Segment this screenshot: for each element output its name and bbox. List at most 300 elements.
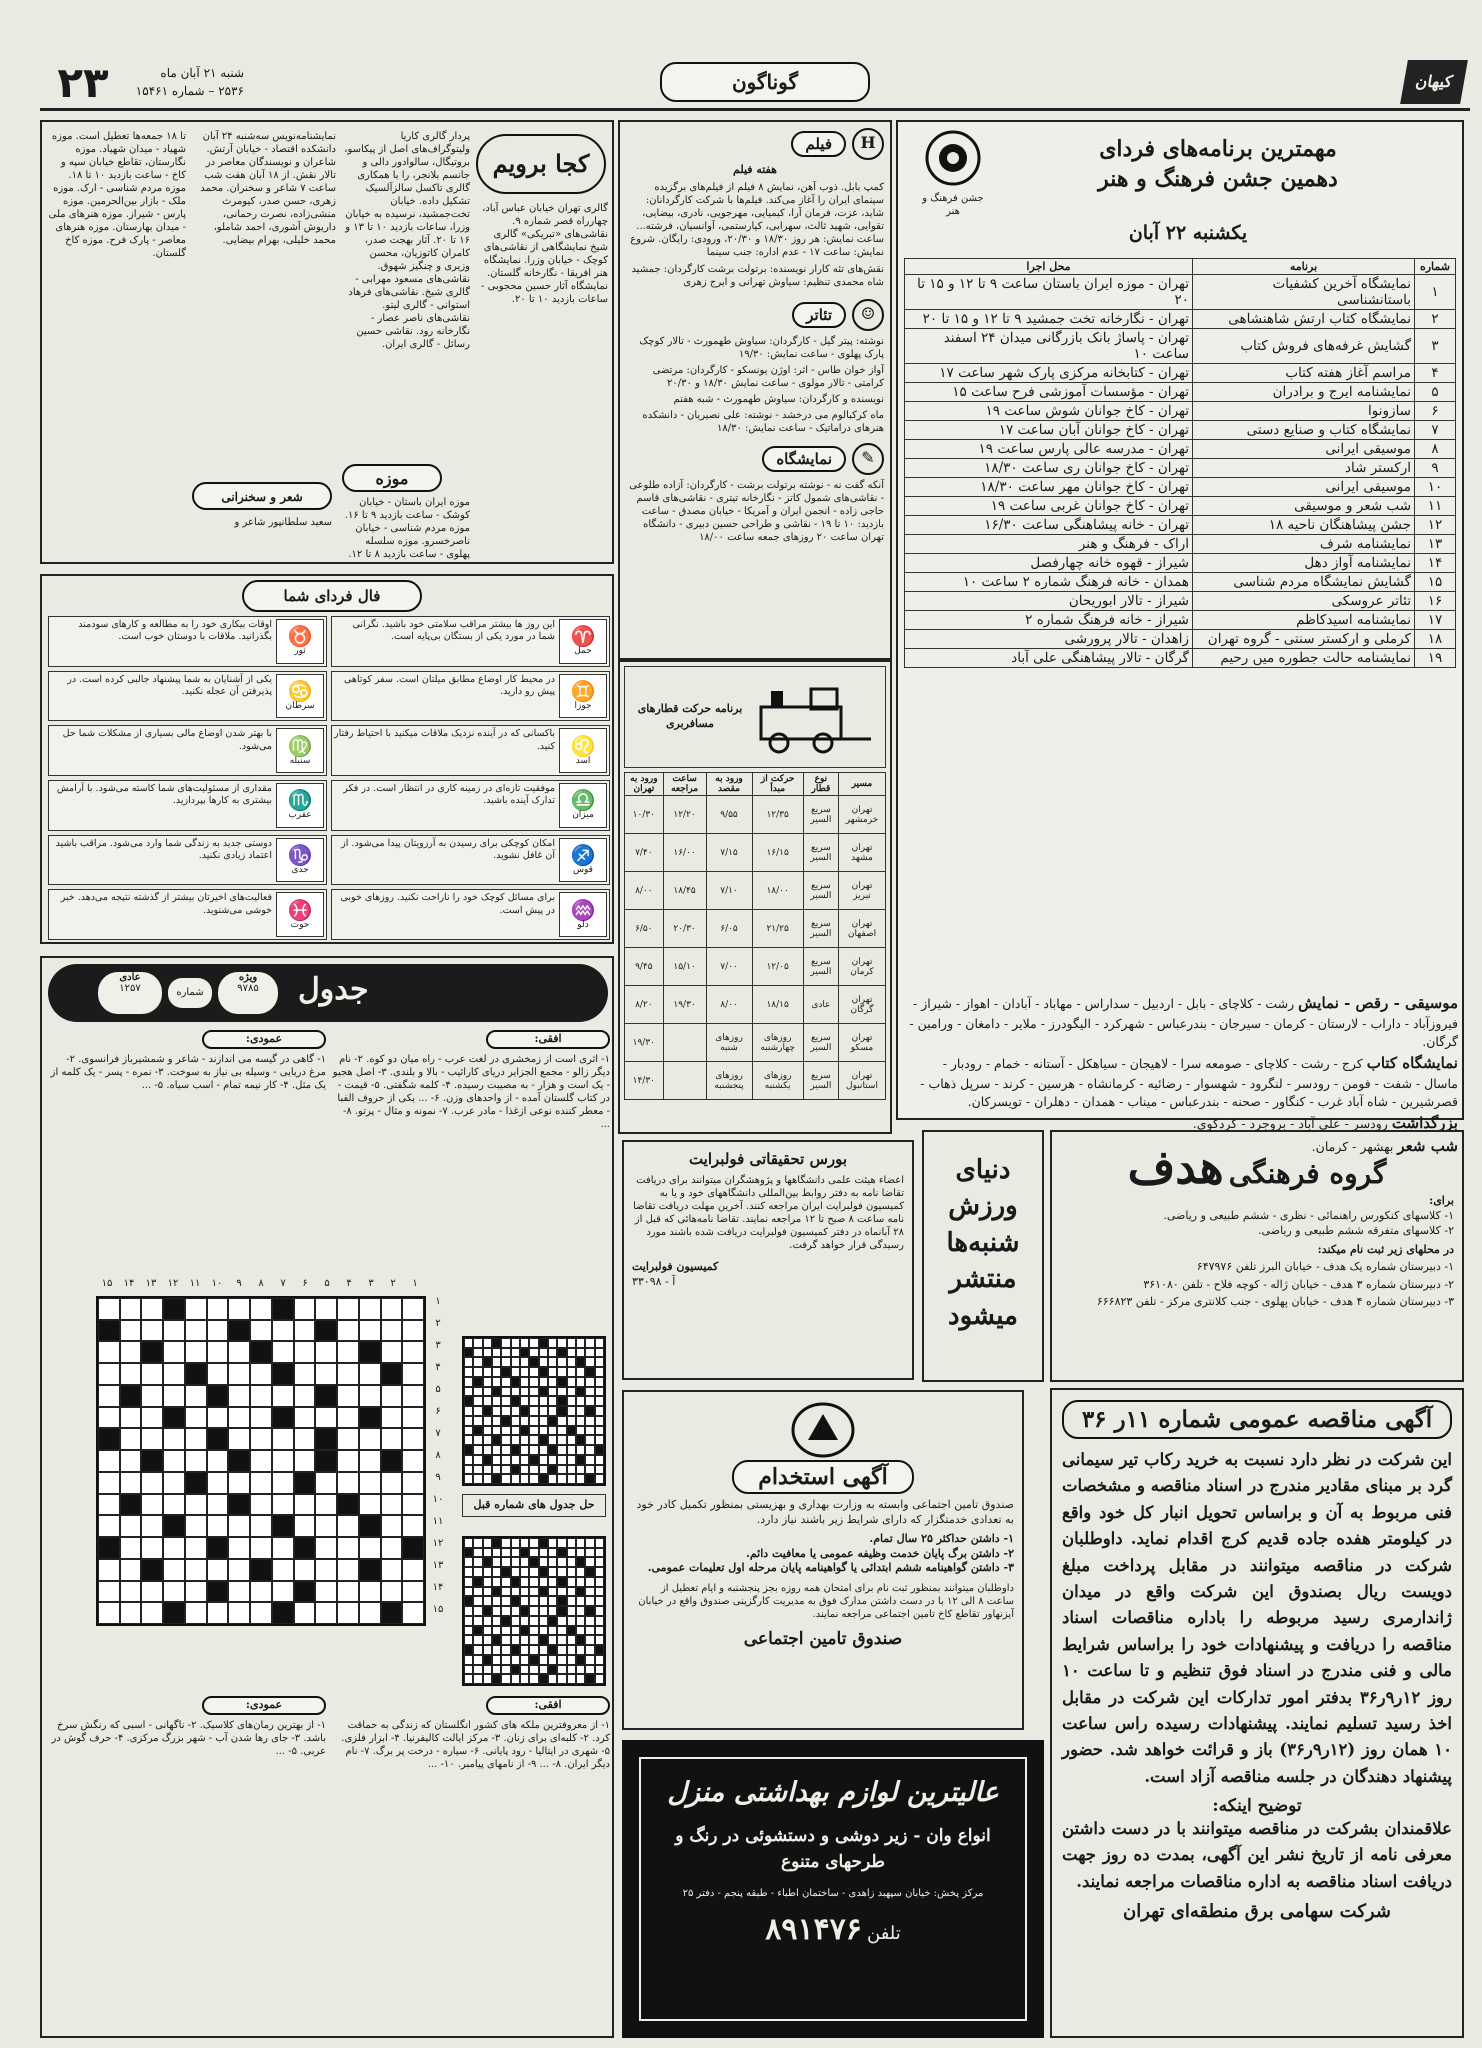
solution-cell[interactable] — [511, 1587, 520, 1597]
solution-cell[interactable] — [539, 1445, 548, 1455]
crossword-cell[interactable] — [98, 1494, 120, 1516]
crossword-cell[interactable] — [337, 1320, 359, 1342]
crossword-cell[interactable] — [185, 1515, 207, 1537]
crossword-cell[interactable] — [381, 1581, 403, 1603]
solution-cell[interactable] — [501, 1445, 510, 1455]
solution-cell[interactable] — [529, 1426, 538, 1436]
solution-cell[interactable] — [557, 1538, 566, 1548]
solution-cell[interactable] — [511, 1387, 520, 1397]
solution-cell[interactable] — [483, 1635, 492, 1645]
crossword-cell[interactable] — [359, 1494, 381, 1516]
crossword-cell[interactable] — [315, 1537, 337, 1559]
solution-cell[interactable] — [595, 1616, 604, 1626]
solution-cell[interactable] — [576, 1548, 585, 1558]
solution-cell[interactable] — [529, 1474, 538, 1484]
solution-cell[interactable] — [529, 1567, 538, 1577]
solution-cell[interactable] — [539, 1426, 548, 1436]
solution-cell[interactable] — [473, 1655, 482, 1665]
crossword-cell[interactable] — [207, 1515, 229, 1537]
solution-cell[interactable] — [473, 1465, 482, 1475]
solution-cell[interactable] — [464, 1538, 473, 1548]
solution-cell[interactable] — [595, 1416, 604, 1426]
crossword-cell[interactable] — [120, 1363, 142, 1385]
solution-cell[interactable] — [511, 1416, 520, 1426]
solution-cell[interactable] — [473, 1674, 482, 1684]
solution-cell[interactable] — [520, 1367, 529, 1377]
solution-cell[interactable] — [501, 1587, 510, 1597]
crossword-cell[interactable] — [250, 1363, 272, 1385]
solution-cell[interactable] — [483, 1596, 492, 1606]
crossword-cell[interactable] — [141, 1581, 163, 1603]
solution-cell[interactable] — [557, 1338, 566, 1348]
solution-cell[interactable] — [567, 1567, 576, 1577]
crossword-cell[interactable] — [402, 1407, 424, 1429]
solution-cell[interactable] — [483, 1396, 492, 1406]
crossword-cell[interactable] — [163, 1363, 185, 1385]
crossword-cell[interactable] — [120, 1298, 142, 1320]
crossword-cell[interactable] — [272, 1428, 294, 1450]
solution-cell[interactable] — [520, 1577, 529, 1587]
solution-cell[interactable] — [483, 1567, 492, 1577]
solution-cell[interactable] — [501, 1655, 510, 1665]
crossword-cell[interactable] — [272, 1320, 294, 1342]
solution-cell[interactable] — [567, 1377, 576, 1387]
solution-cell[interactable] — [473, 1474, 482, 1484]
solution-cell[interactable] — [585, 1596, 594, 1606]
crossword-cell[interactable] — [402, 1581, 424, 1603]
crossword-cell[interactable] — [250, 1407, 272, 1429]
solution-cell[interactable] — [548, 1435, 557, 1445]
solution-cell[interactable] — [567, 1616, 576, 1626]
solution-cell[interactable] — [464, 1357, 473, 1367]
solution-cell[interactable] — [520, 1455, 529, 1465]
solution-cell[interactable] — [483, 1377, 492, 1387]
solution-cell[interactable] — [548, 1357, 557, 1367]
crossword-cell[interactable] — [359, 1581, 381, 1603]
crossword-cell[interactable] — [315, 1472, 337, 1494]
solution-cell[interactable] — [595, 1538, 604, 1548]
solution-cell[interactable] — [548, 1474, 557, 1484]
crossword-cell[interactable] — [359, 1428, 381, 1450]
solution-cell[interactable] — [529, 1387, 538, 1397]
crossword-cell[interactable] — [207, 1298, 229, 1320]
solution-cell[interactable] — [511, 1435, 520, 1445]
solution-cell[interactable] — [548, 1577, 557, 1587]
solution-cell[interactable] — [595, 1474, 604, 1484]
solution-cell[interactable] — [501, 1426, 510, 1436]
solution-cell[interactable] — [511, 1357, 520, 1367]
solution-cell[interactable] — [567, 1587, 576, 1597]
solution-cell[interactable] — [473, 1557, 482, 1567]
solution-cell[interactable] — [501, 1645, 510, 1655]
solution-cell[interactable] — [483, 1465, 492, 1475]
solution-cell[interactable] — [548, 1377, 557, 1387]
crossword-cell[interactable] — [141, 1494, 163, 1516]
solution-cell[interactable] — [511, 1474, 520, 1484]
solution-cell[interactable] — [492, 1567, 501, 1577]
solution-cell[interactable] — [511, 1367, 520, 1377]
solution-cell[interactable] — [548, 1367, 557, 1377]
crossword-cell[interactable] — [315, 1494, 337, 1516]
solution-cell[interactable] — [585, 1645, 594, 1655]
solution-cell[interactable] — [576, 1338, 585, 1348]
solution-cell[interactable] — [473, 1538, 482, 1548]
crossword-cell[interactable] — [337, 1602, 359, 1624]
crossword-cell[interactable] — [250, 1581, 272, 1603]
crossword-cell[interactable] — [250, 1494, 272, 1516]
solution-cell[interactable] — [585, 1626, 594, 1636]
crossword-cell[interactable] — [141, 1428, 163, 1450]
solution-cell[interactable] — [511, 1616, 520, 1626]
crossword-cell[interactable] — [381, 1494, 403, 1516]
solution-cell[interactable] — [557, 1416, 566, 1426]
solution-cell[interactable] — [567, 1645, 576, 1655]
solution-cell[interactable] — [464, 1557, 473, 1567]
solution-cell[interactable] — [511, 1655, 520, 1665]
solution-cell[interactable] — [585, 1548, 594, 1558]
solution-cell[interactable] — [520, 1377, 529, 1387]
crossword-cell[interactable] — [141, 1537, 163, 1559]
solution-cell[interactable] — [473, 1567, 482, 1577]
solution-cell[interactable] — [464, 1587, 473, 1597]
solution-cell[interactable] — [529, 1577, 538, 1587]
solution-cell[interactable] — [539, 1455, 548, 1465]
solution-cell[interactable] — [520, 1357, 529, 1367]
solution-cell[interactable] — [595, 1396, 604, 1406]
solution-cell[interactable] — [595, 1665, 604, 1675]
crossword-cell[interactable] — [337, 1515, 359, 1537]
crossword-cell[interactable] — [185, 1428, 207, 1450]
solution-cell[interactable] — [529, 1626, 538, 1636]
solution-cell[interactable] — [520, 1665, 529, 1675]
solution-cell[interactable] — [539, 1655, 548, 1665]
solution-cell[interactable] — [529, 1606, 538, 1616]
solution-cell[interactable] — [576, 1577, 585, 1587]
solution-cell[interactable] — [585, 1655, 594, 1665]
crossword-cell[interactable] — [381, 1407, 403, 1429]
crossword-cell[interactable] — [250, 1472, 272, 1494]
solution-cell[interactable] — [595, 1577, 604, 1587]
solution-cell[interactable] — [501, 1674, 510, 1684]
crossword-cell[interactable] — [402, 1341, 424, 1363]
solution-cell[interactable] — [548, 1567, 557, 1577]
crossword-cell[interactable] — [402, 1363, 424, 1385]
crossword-cell[interactable] — [381, 1298, 403, 1320]
crossword-cell[interactable] — [315, 1559, 337, 1581]
solution-cell[interactable] — [557, 1616, 566, 1626]
solution-cell[interactable] — [473, 1635, 482, 1645]
solution-cell[interactable] — [567, 1367, 576, 1377]
solution-cell[interactable] — [557, 1587, 566, 1597]
crossword-cell[interactable] — [315, 1298, 337, 1320]
crossword-cell[interactable] — [185, 1559, 207, 1581]
solution-cell[interactable] — [567, 1455, 576, 1465]
solution-cell[interactable] — [520, 1655, 529, 1665]
solution-cell[interactable] — [483, 1665, 492, 1675]
solution-cell[interactable] — [473, 1606, 482, 1616]
crossword-cell[interactable] — [381, 1320, 403, 1342]
crossword-cell[interactable] — [120, 1537, 142, 1559]
solution-cell[interactable] — [473, 1396, 482, 1406]
solution-cell[interactable] — [473, 1645, 482, 1655]
solution-cell[interactable] — [595, 1367, 604, 1377]
solution-cell[interactable] — [595, 1377, 604, 1387]
crossword-cell[interactable] — [185, 1298, 207, 1320]
crossword-cell[interactable] — [98, 1559, 120, 1581]
crossword-cell[interactable] — [98, 1407, 120, 1429]
crossword-cell[interactable] — [272, 1341, 294, 1363]
crossword-cell[interactable] — [228, 1298, 250, 1320]
solution-cell[interactable] — [501, 1474, 510, 1484]
crossword-cell[interactable] — [98, 1363, 120, 1385]
crossword-cell[interactable] — [250, 1428, 272, 1450]
crossword-cell[interactable] — [98, 1341, 120, 1363]
crossword-cell[interactable] — [228, 1428, 250, 1450]
crossword-cell[interactable] — [381, 1428, 403, 1450]
solution-cell[interactable] — [539, 1645, 548, 1655]
solution-cell[interactable] — [492, 1548, 501, 1558]
solution-cell[interactable] — [483, 1387, 492, 1397]
solution-cell[interactable] — [539, 1377, 548, 1387]
solution-cell[interactable] — [585, 1557, 594, 1567]
solution-cell[interactable] — [576, 1596, 585, 1606]
crossword-cell[interactable] — [272, 1385, 294, 1407]
solution-cell[interactable] — [511, 1557, 520, 1567]
crossword-cell[interactable] — [250, 1298, 272, 1320]
solution-cell[interactable] — [567, 1606, 576, 1616]
solution-cell[interactable] — [585, 1426, 594, 1436]
crossword-cell[interactable] — [294, 1341, 316, 1363]
crossword-cell[interactable] — [381, 1341, 403, 1363]
solution-cell[interactable] — [585, 1396, 594, 1406]
crossword-cell[interactable] — [402, 1472, 424, 1494]
solution-cell[interactable] — [529, 1635, 538, 1645]
crossword-cell[interactable] — [120, 1450, 142, 1472]
solution-cell[interactable] — [492, 1626, 501, 1636]
solution-cell[interactable] — [529, 1645, 538, 1655]
solution-cell[interactable] — [464, 1435, 473, 1445]
solution-cell[interactable] — [520, 1596, 529, 1606]
crossword-cell[interactable] — [120, 1602, 142, 1624]
solution-cell[interactable] — [557, 1387, 566, 1397]
crossword-cell[interactable] — [381, 1537, 403, 1559]
crossword-cell[interactable] — [337, 1428, 359, 1450]
solution-cell[interactable] — [501, 1357, 510, 1367]
crossword-cell[interactable] — [402, 1559, 424, 1581]
solution-cell[interactable] — [464, 1635, 473, 1645]
solution-cell[interactable] — [473, 1665, 482, 1675]
solution-cell[interactable] — [548, 1455, 557, 1465]
crossword-cell[interactable] — [294, 1559, 316, 1581]
solution-cell[interactable] — [501, 1626, 510, 1636]
solution-cell[interactable] — [539, 1406, 548, 1416]
solution-cell[interactable] — [464, 1567, 473, 1577]
crossword-cell[interactable] — [250, 1385, 272, 1407]
crossword-cell[interactable] — [250, 1537, 272, 1559]
crossword-cell[interactable] — [185, 1494, 207, 1516]
solution-cell[interactable] — [501, 1635, 510, 1645]
solution-cell[interactable] — [595, 1567, 604, 1577]
solution-cell[interactable] — [576, 1396, 585, 1406]
crossword-cell[interactable] — [228, 1407, 250, 1429]
solution-cell[interactable] — [548, 1596, 557, 1606]
crossword-cell[interactable] — [250, 1602, 272, 1624]
solution-cell[interactable] — [557, 1445, 566, 1455]
solution-cell[interactable] — [585, 1357, 594, 1367]
crossword-cell[interactable] — [272, 1537, 294, 1559]
solution-cell[interactable] — [464, 1377, 473, 1387]
solution-cell[interactable] — [520, 1465, 529, 1475]
solution-cell[interactable] — [492, 1406, 501, 1416]
crossword-cell[interactable] — [141, 1385, 163, 1407]
solution-cell[interactable] — [492, 1616, 501, 1626]
solution-cell[interactable] — [464, 1367, 473, 1377]
solution-cell[interactable] — [539, 1416, 548, 1426]
solution-cell[interactable] — [501, 1406, 510, 1416]
crossword-cell[interactable] — [98, 1450, 120, 1472]
solution-cell[interactable] — [529, 1674, 538, 1684]
solution-cell[interactable] — [585, 1387, 594, 1397]
crossword-cell[interactable] — [163, 1428, 185, 1450]
solution-cell[interactable] — [492, 1445, 501, 1455]
solution-cell[interactable] — [585, 1577, 594, 1587]
solution-cell[interactable] — [511, 1606, 520, 1616]
crossword-cell[interactable] — [163, 1450, 185, 1472]
solution-cell[interactable] — [585, 1465, 594, 1475]
solution-cell[interactable] — [595, 1674, 604, 1684]
solution-cell[interactable] — [539, 1606, 548, 1616]
solution-cell[interactable] — [557, 1665, 566, 1675]
solution-cell[interactable] — [548, 1348, 557, 1358]
crossword-cell[interactable] — [98, 1472, 120, 1494]
crossword-cell[interactable] — [163, 1581, 185, 1603]
crossword-cell[interactable] — [163, 1494, 185, 1516]
crossword-cell[interactable] — [294, 1494, 316, 1516]
solution-cell[interactable] — [595, 1548, 604, 1558]
crossword-cell[interactable] — [185, 1602, 207, 1624]
crossword-cell[interactable] — [163, 1537, 185, 1559]
solution-cell[interactable] — [501, 1665, 510, 1675]
solution-cell[interactable] — [585, 1635, 594, 1645]
crossword-cell[interactable] — [163, 1472, 185, 1494]
crossword-cell[interactable] — [207, 1602, 229, 1624]
solution-cell[interactable] — [595, 1348, 604, 1358]
crossword-cell[interactable] — [294, 1407, 316, 1429]
solution-cell[interactable] — [548, 1548, 557, 1558]
solution-cell[interactable] — [529, 1538, 538, 1548]
solution-cell[interactable] — [548, 1538, 557, 1548]
crossword-cell[interactable] — [185, 1537, 207, 1559]
solution-cell[interactable] — [520, 1567, 529, 1577]
solution-cell[interactable] — [548, 1387, 557, 1397]
solution-cell[interactable] — [595, 1626, 604, 1636]
solution-cell[interactable] — [548, 1587, 557, 1597]
solution-cell[interactable] — [576, 1416, 585, 1426]
crossword-cell[interactable] — [120, 1407, 142, 1429]
solution-cell[interactable] — [576, 1665, 585, 1675]
solution-cell[interactable] — [576, 1616, 585, 1626]
crossword-cell[interactable] — [207, 1363, 229, 1385]
solution-cell[interactable] — [483, 1548, 492, 1558]
solution-cell[interactable] — [492, 1416, 501, 1426]
crossword-cell[interactable] — [272, 1494, 294, 1516]
solution-cell[interactable] — [464, 1655, 473, 1665]
solution-cell[interactable] — [595, 1655, 604, 1665]
solution-cell[interactable] — [567, 1435, 576, 1445]
solution-cell[interactable] — [501, 1396, 510, 1406]
crossword-cell[interactable] — [228, 1515, 250, 1537]
crossword-cell[interactable] — [207, 1494, 229, 1516]
solution-cell[interactable] — [539, 1548, 548, 1558]
solution-cell[interactable] — [520, 1674, 529, 1684]
crossword-cell[interactable] — [272, 1472, 294, 1494]
solution-cell[interactable] — [492, 1596, 501, 1606]
crossword-cell[interactable] — [381, 1472, 403, 1494]
crossword-cell[interactable] — [359, 1450, 381, 1472]
crossword-cell[interactable] — [402, 1515, 424, 1537]
crossword-cell[interactable] — [185, 1320, 207, 1342]
crossword-cell[interactable] — [250, 1320, 272, 1342]
solution-cell[interactable] — [483, 1367, 492, 1377]
solution-cell[interactable] — [595, 1557, 604, 1567]
solution-cell[interactable] — [520, 1645, 529, 1655]
crossword-cell[interactable] — [402, 1602, 424, 1624]
crossword-cell[interactable] — [337, 1581, 359, 1603]
solution-cell[interactable] — [529, 1416, 538, 1426]
solution-cell[interactable] — [567, 1548, 576, 1558]
solution-cell[interactable] — [529, 1338, 538, 1348]
solution-cell[interactable] — [585, 1538, 594, 1548]
crossword-cell[interactable] — [141, 1602, 163, 1624]
solution-cell[interactable] — [529, 1665, 538, 1675]
solution-cell[interactable] — [511, 1406, 520, 1416]
crossword-cell[interactable] — [359, 1602, 381, 1624]
crossword-cell[interactable] — [359, 1298, 381, 1320]
solution-cell[interactable] — [557, 1635, 566, 1645]
solution-cell[interactable] — [483, 1416, 492, 1426]
solution-cell[interactable] — [557, 1626, 566, 1636]
solution-cell[interactable] — [501, 1606, 510, 1616]
crossword-cell[interactable] — [294, 1450, 316, 1472]
solution-cell[interactable] — [539, 1596, 548, 1606]
solution-cell[interactable] — [539, 1577, 548, 1587]
solution-cell[interactable] — [595, 1465, 604, 1475]
crossword-cell[interactable] — [337, 1341, 359, 1363]
crossword-cell[interactable] — [337, 1385, 359, 1407]
solution-cell[interactable] — [483, 1474, 492, 1484]
solution-cell[interactable] — [567, 1406, 576, 1416]
crossword-cell[interactable] — [402, 1450, 424, 1472]
crossword-cell[interactable] — [359, 1363, 381, 1385]
solution-cell[interactable] — [511, 1626, 520, 1636]
solution-cell[interactable] — [585, 1445, 594, 1455]
solution-cell[interactable] — [595, 1596, 604, 1606]
crossword-cell[interactable] — [228, 1472, 250, 1494]
solution-cell[interactable] — [585, 1616, 594, 1626]
solution-cell[interactable] — [557, 1674, 566, 1684]
solution-cell[interactable] — [595, 1357, 604, 1367]
crossword-cell[interactable] — [207, 1559, 229, 1581]
solution-cell[interactable] — [548, 1606, 557, 1616]
solution-cell[interactable] — [595, 1635, 604, 1645]
solution-cell[interactable] — [501, 1348, 510, 1358]
crossword-cell[interactable] — [207, 1472, 229, 1494]
solution-cell[interactable] — [464, 1616, 473, 1626]
solution-cell[interactable] — [539, 1665, 548, 1675]
solution-cell[interactable] — [511, 1538, 520, 1548]
solution-cell[interactable] — [557, 1435, 566, 1445]
crossword-cell[interactable] — [120, 1581, 142, 1603]
